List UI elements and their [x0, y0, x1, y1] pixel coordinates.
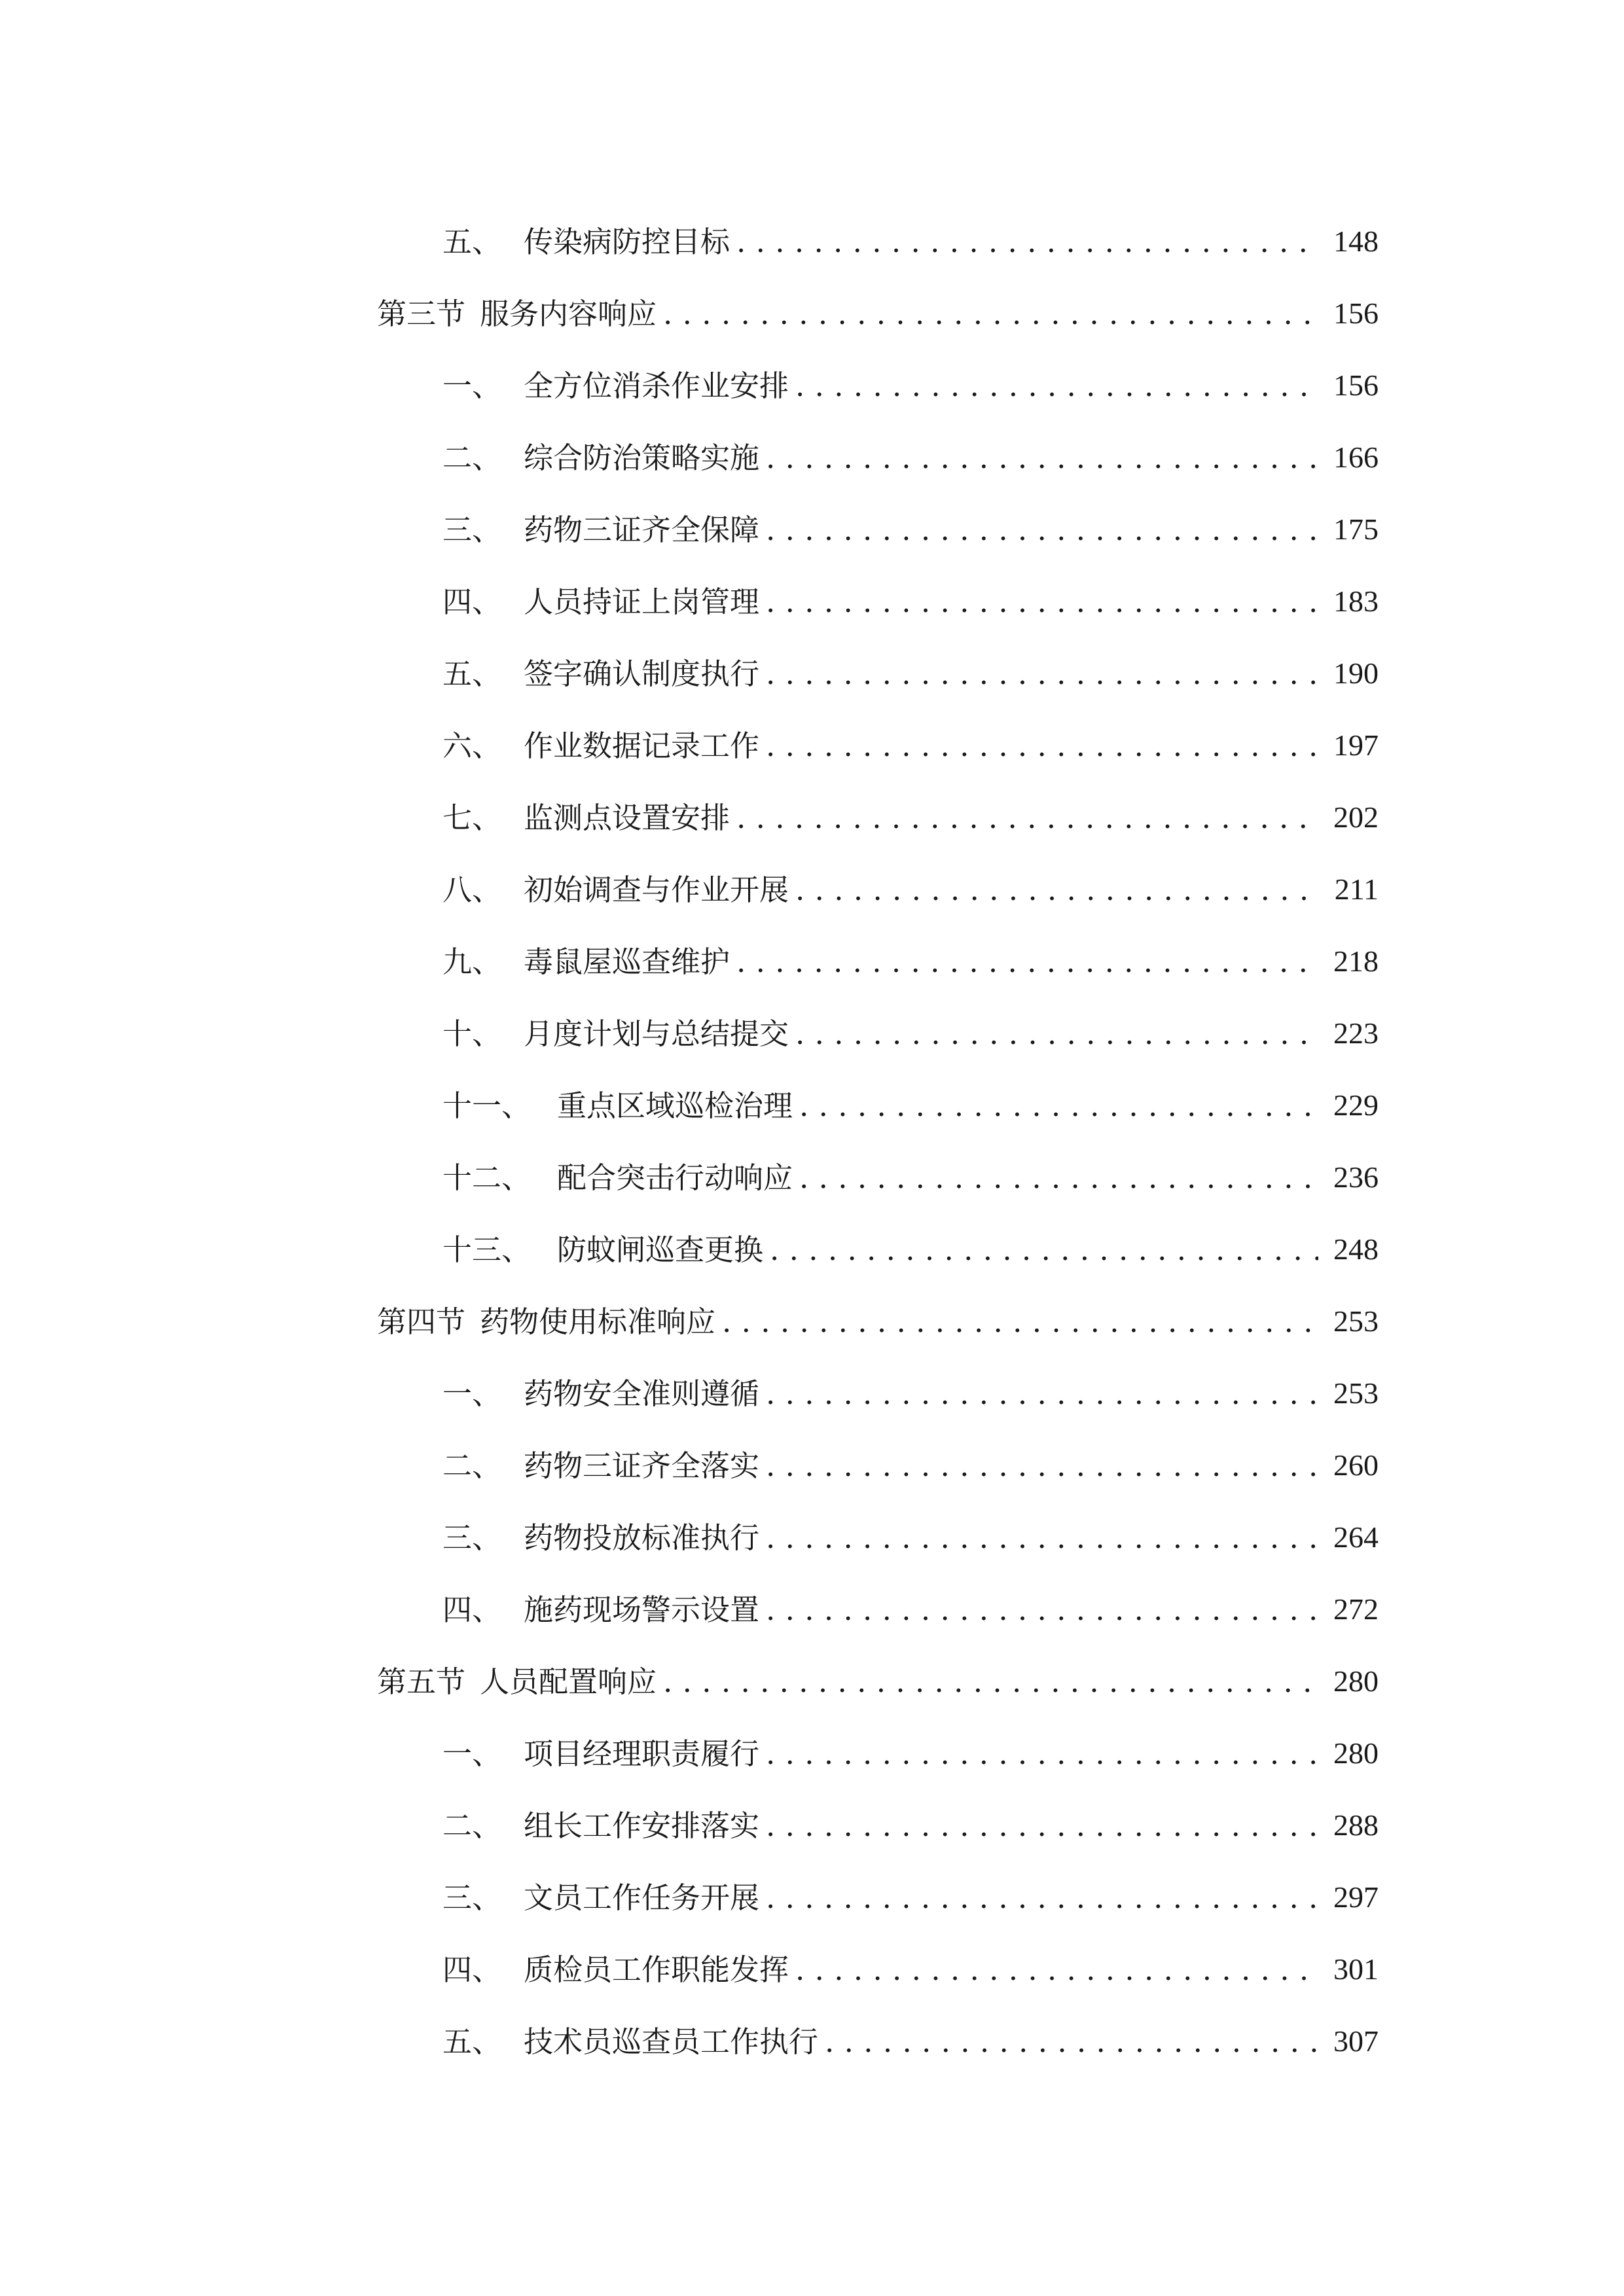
- toc-page-number: 264: [1333, 1520, 1379, 1554]
- toc-section-title: 药物使用标准响应: [480, 1304, 716, 1339]
- toc-entry-number: 十三、: [442, 1232, 532, 1267]
- toc-entry[interactable]: [442, 1932, 1379, 1987]
- toc-entry-number: 一、: [442, 1376, 502, 1411]
- toc-dot-leader: [766, 1595, 1318, 1624]
- toc-entry-title: 毒鼠屋巡查维护: [524, 944, 731, 979]
- toc-section-number: 第四节: [377, 1304, 466, 1339]
- toc-entry-number: 十二、: [442, 1160, 532, 1195]
- toc-entry[interactable]: [442, 420, 1379, 473]
- toc-entry[interactable]: [442, 636, 1379, 689]
- toc-entry-title: 配合突击行动响应: [557, 1160, 793, 1195]
- toc-page-number: 307: [1333, 2024, 1379, 2058]
- toc-entry[interactable]: [442, 1572, 1379, 1627]
- toc-dot-leader: [736, 947, 1318, 977]
- toc-entry-number: 三、: [442, 1520, 502, 1555]
- toc-entry[interactable]: [442, 1788, 1379, 1843]
- toc-section-title: 服务内容响应: [480, 296, 657, 331]
- toc-entry-number: 四、: [442, 1952, 502, 1987]
- toc-dot-leader: [795, 1019, 1318, 1049]
- toc-page-number: 301: [1333, 1952, 1379, 1986]
- toc-entry-number: 八、: [442, 872, 502, 907]
- toc-entry[interactable]: [442, 1140, 1379, 1193]
- toc-entry[interactable]: [442, 1212, 1379, 1265]
- toc-dot-leader: [766, 1883, 1318, 1912]
- toc-entry-title: 药物三证齐全落实: [524, 1448, 760, 1483]
- toc-entry-title: 组长工作安排落实: [524, 1808, 760, 1843]
- toc-entry-number: 二、: [442, 440, 502, 475]
- toc-dot-leader: [766, 1379, 1318, 1408]
- toc-entry[interactable]: [442, 348, 1379, 401]
- toc-entry-title: 签字确认制度执行: [524, 656, 760, 691]
- toc-entry-title: 药物三证齐全保障: [524, 512, 760, 547]
- toc-dot-leader: [766, 443, 1318, 473]
- toc-page-number: 253: [1333, 1376, 1379, 1410]
- toc-page-number: 248: [1333, 1232, 1379, 1266]
- toc-page-number: 190: [1333, 656, 1379, 690]
- toc-section-entry[interactable]: [377, 276, 1379, 329]
- toc-page-number: 253: [1333, 1304, 1379, 1338]
- toc-dot-leader: [795, 371, 1318, 401]
- toc-entry[interactable]: [442, 1500, 1379, 1555]
- toc-entry[interactable]: [442, 996, 1379, 1049]
- toc-dot-leader: [770, 1235, 1318, 1265]
- toc-entry-number: 七、: [442, 800, 502, 835]
- toc-dot-leader: [722, 1307, 1318, 1336]
- toc-page-number: 229: [1333, 1088, 1379, 1122]
- toc-entry-title: 全方位消杀作业安排: [524, 368, 789, 403]
- toc-page-number: 218: [1333, 944, 1379, 978]
- toc-entry-title: 药物安全准则遵循: [524, 1376, 760, 1411]
- toc-entry-number: 三、: [442, 1880, 502, 1915]
- toc-entry-title: 传染病防控目标: [524, 224, 731, 259]
- toc-entry-title: 监测点设置安排: [524, 800, 731, 835]
- toc-section-number: 第五节: [377, 1664, 466, 1699]
- toc-page-number: 260: [1333, 1448, 1379, 1482]
- toc-entry[interactable]: [442, 1716, 1379, 1771]
- toc-page-number: 148: [1333, 224, 1379, 258]
- toc-page-number: 211: [1334, 872, 1379, 906]
- toc-dot-leader: [799, 1091, 1318, 1121]
- toc-entry-title: 文员工作任务开展: [524, 1880, 760, 1915]
- toc-entry-title: 重点区域巡检治理: [557, 1088, 793, 1123]
- toc-page-number: 202: [1333, 800, 1379, 834]
- toc-entry-title: 项目经理职责履行: [524, 1736, 760, 1771]
- toc-entry[interactable]: [442, 852, 1379, 905]
- toc-entry[interactable]: [442, 1068, 1379, 1121]
- toc-entry-title: 作业数据记录工作: [524, 728, 760, 763]
- toc-entry[interactable]: [442, 2004, 1379, 2059]
- toc-page-number: 288: [1333, 1808, 1379, 1842]
- toc-entry-number: 五、: [442, 656, 502, 691]
- toc-entry-title: 技术员巡查员工作执行: [524, 2024, 819, 2059]
- toc-entry[interactable]: [442, 492, 1379, 545]
- toc-entry-title: 综合防治策略实施: [524, 440, 760, 475]
- toc-page-number: 156: [1333, 296, 1379, 330]
- toc-entry[interactable]: [442, 708, 1379, 761]
- toc-dot-leader: [766, 659, 1318, 689]
- toc-section-entry[interactable]: [377, 1284, 1379, 1339]
- toc-entry-number: 二、: [442, 1448, 502, 1483]
- toc-section-number: 第三节: [377, 296, 466, 331]
- toc-page-number: 166: [1333, 440, 1379, 474]
- toc-dot-leader: [766, 1523, 1318, 1552]
- toc-entry[interactable]: [442, 1860, 1379, 1915]
- toc-page-number: 223: [1333, 1016, 1379, 1050]
- toc-page-number: 183: [1333, 584, 1379, 618]
- toc-entry[interactable]: [442, 204, 1379, 257]
- toc-dot-leader: [766, 1451, 1318, 1480]
- toc-section-title: 人员配置响应: [480, 1664, 657, 1699]
- toc-dot-leader: [766, 1739, 1318, 1768]
- toc-entry-title: 防蚊闸巡查更换: [557, 1232, 764, 1267]
- toc-dot-leader: [799, 1163, 1318, 1193]
- toc-page-number: 280: [1333, 1664, 1379, 1698]
- toc-entry-title: 施药现场警示设置: [524, 1592, 760, 1627]
- toc-entry-number: 三、: [442, 512, 502, 547]
- toc-page-number: 272: [1333, 1592, 1379, 1626]
- toc-dot-leader: [766, 587, 1318, 617]
- toc-entry-number: 十、: [442, 1016, 502, 1051]
- toc-entry-number: 四、: [442, 1592, 502, 1627]
- toc-dot-leader: [825, 2027, 1318, 2056]
- toc-entry-number: 二、: [442, 1808, 502, 1843]
- toc-entry-number: 一、: [442, 368, 502, 403]
- toc-dot-leader: [766, 1811, 1318, 1840]
- toc-entry[interactable]: [442, 924, 1379, 977]
- toc-entry-number: 六、: [442, 728, 502, 763]
- toc-entry-title: 药物投放标准执行: [524, 1520, 760, 1555]
- toc-entry[interactable]: [442, 1428, 1379, 1483]
- toc-page-number: 280: [1333, 1736, 1379, 1770]
- toc-dot-leader: [766, 515, 1318, 545]
- toc-entry-title: 人员持证上岗管理: [524, 584, 760, 619]
- toc-section-entry[interactable]: [377, 1644, 1379, 1699]
- toc-page-number: 297: [1333, 1880, 1379, 1914]
- toc-dot-leader: [736, 803, 1318, 833]
- toc-entry-title: 月度计划与总结提交: [524, 1016, 789, 1051]
- toc-entry-number: 五、: [442, 224, 502, 259]
- toc-entry-number: 十一、: [442, 1088, 532, 1123]
- toc-entry-number: 九、: [442, 944, 502, 979]
- toc-entry-number: 四、: [442, 584, 502, 619]
- toc-entry[interactable]: [442, 564, 1379, 617]
- toc-page-number: 197: [1333, 728, 1379, 762]
- toc-entry-number: 一、: [442, 1736, 502, 1771]
- toc-entry-title: 质检员工作职能发挥: [524, 1952, 789, 1987]
- toc-dot-leader: [736, 227, 1318, 257]
- toc-entry[interactable]: [442, 780, 1379, 833]
- toc-page-number: 156: [1333, 368, 1379, 402]
- toc-entry-title: 初始调查与作业开展: [524, 872, 789, 907]
- toc-page-number: 175: [1333, 512, 1379, 546]
- toc-entry[interactable]: [442, 1356, 1379, 1411]
- toc-dot-leader: [795, 875, 1318, 905]
- toc-dot-leader: [766, 731, 1318, 761]
- toc-dot-leader: [795, 1955, 1318, 1984]
- toc-entry-number: 五、: [442, 2024, 502, 2059]
- toc-page-number: 236: [1333, 1160, 1379, 1194]
- toc-dot-leader: [663, 1667, 1318, 1696]
- toc-dot-leader: [663, 299, 1318, 329]
